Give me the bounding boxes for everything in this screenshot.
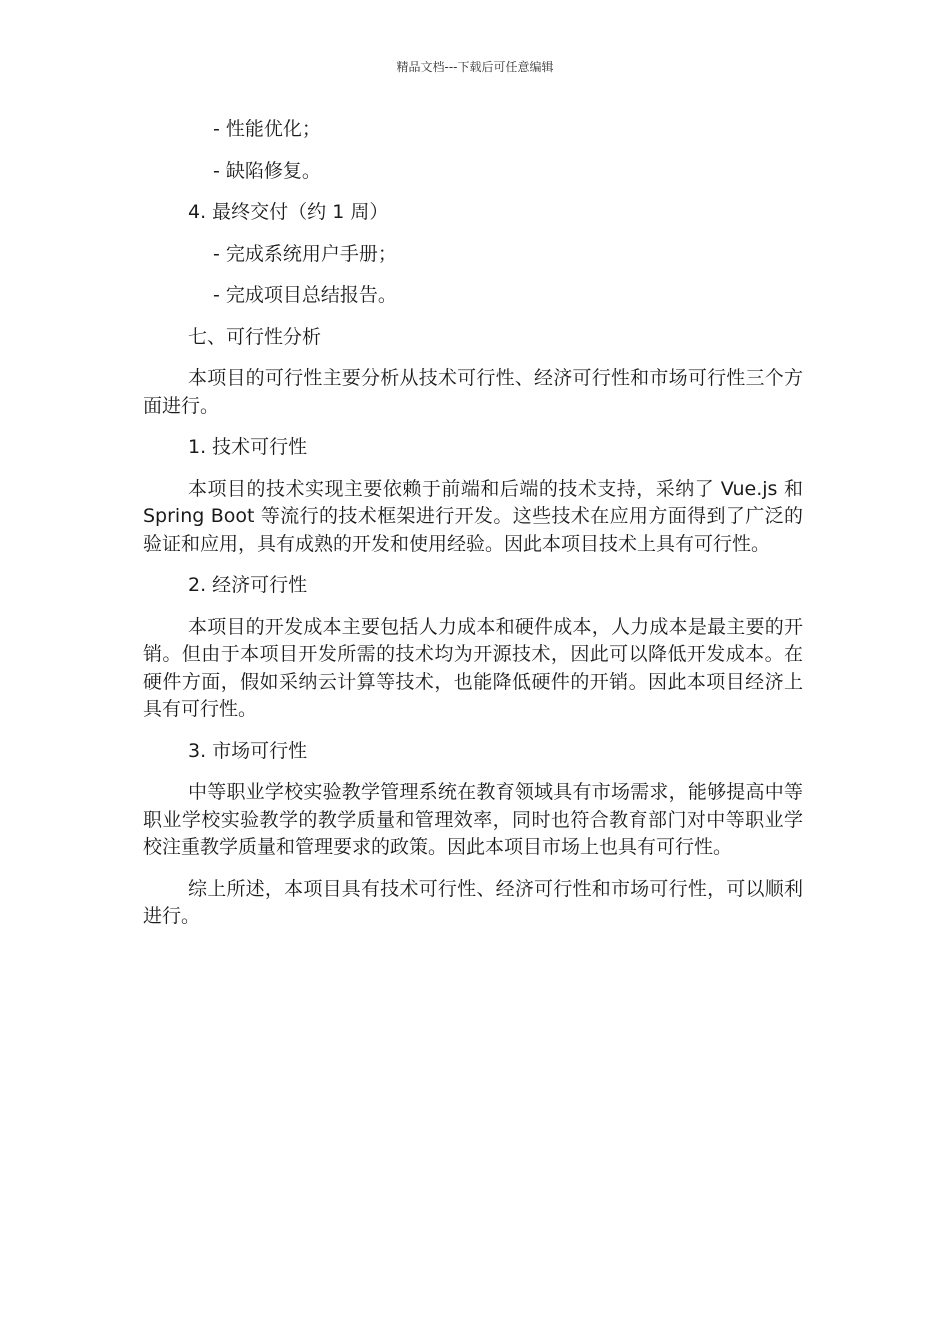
- heading-market-feasibility: 3. 市场可行性: [188, 739, 308, 762]
- list-item-performance: - 性能优化；: [213, 118, 321, 140]
- heading-economic-feasibility: 2. 经济可行性: [188, 574, 308, 596]
- paragraph-technical: 本项目的技术实现主要依赖于前端和后端的技术支持，采纳了 Vue.js 和 Spring Boot 等流行的技术框架进行开发。这些技术在应用方面得到了广泛的验证和应用，具有成熟的开发和使用经验。因此本项目技术上具有可行性。: [143, 477, 803, 555]
- section-heading-feasibility: 七、可行性分析: [188, 325, 322, 348]
- paragraph-intro: 本项目的可行性主要分析从技术可行性、经济可行性和市场可行性三个方面进行。: [143, 367, 803, 417]
- list-item-summary-report: - 完成项目总结报告。: [213, 284, 397, 306]
- heading-technical-feasibility: 1. 技术可行性: [188, 436, 308, 458]
- list-item-bugfix: - 缺陷修复。: [213, 159, 321, 182]
- paragraph-conclusion: 综上所述，本项目具有技术可行性、经济可行性和市场可行性，可以顺利进行。: [143, 877, 803, 927]
- page-header: 精品文档---下载后可任意编辑: [396, 60, 554, 74]
- step-final-delivery: 4. 最终交付（约 1 周）: [188, 201, 389, 223]
- list-item-user-manual: - 完成系统用户手册；: [213, 242, 397, 265]
- document-body: [143, 116, 803, 945]
- paragraph-economic: 本项目的开发成本主要包括人力成本和硬件成本，人力成本是最主要的开销。但由于本项目开发所需的技术均为开源技术，因此可以降低开发成本。在硬件方面，假如采纳云计算等技术，也能降低硬件的开销。因此本项目经济上具有可行性。: [143, 615, 803, 720]
- paragraph-market: 中等职业学校实验教学管理系统在教育领域具有市场需求，能够提高中等职业学校实验教学的教学质量和管理效率，同时也符合教育部门对中等职业学校注重教学质量和管理要求的政策。因此本项目市场上也具有可行性。: [143, 781, 803, 858]
